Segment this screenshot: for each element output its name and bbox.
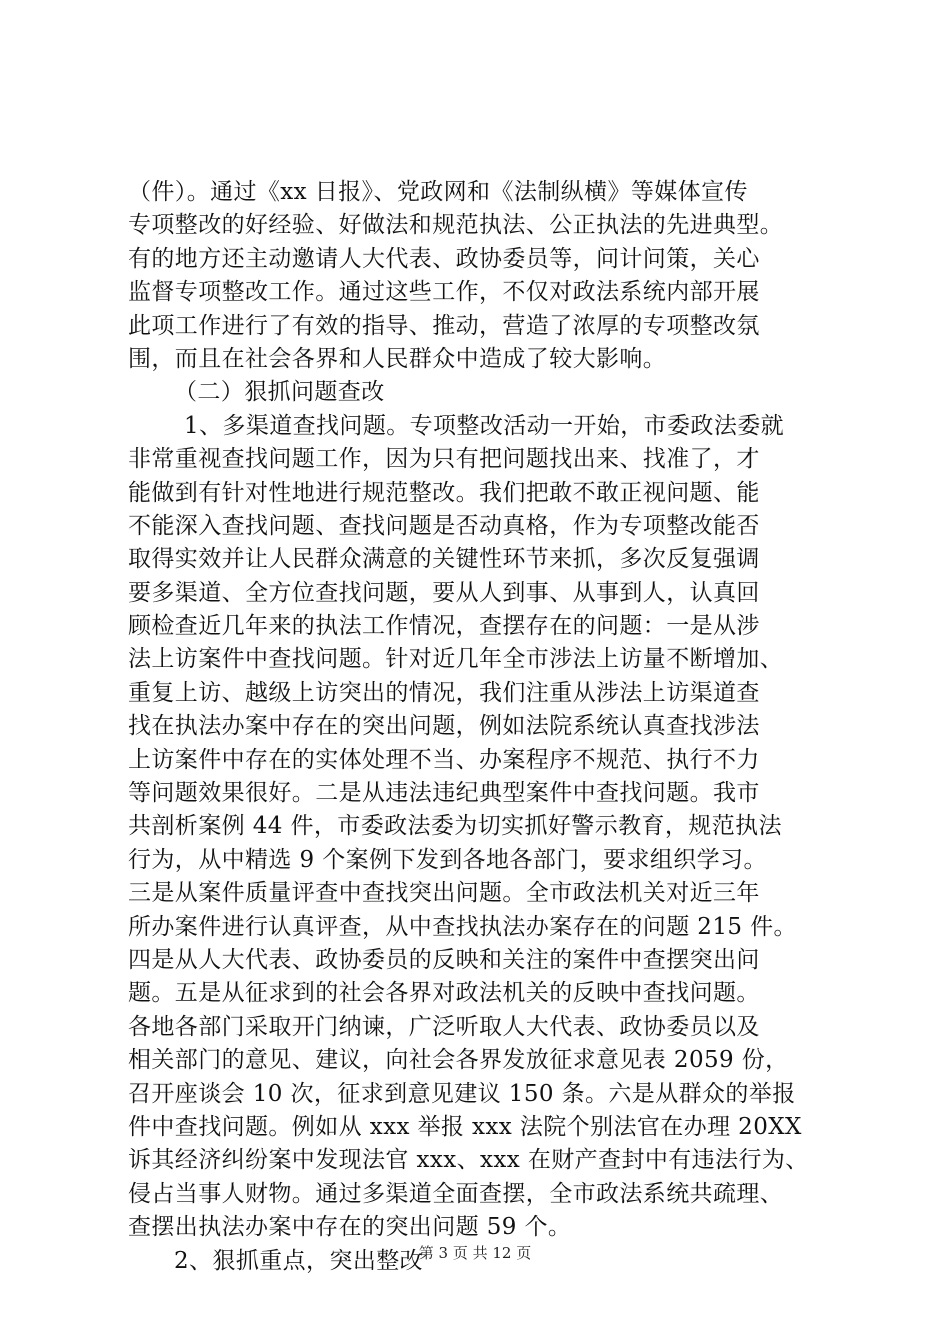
text-line: （件）。通过《xx 日报》、党政网和《法制纵横》等媒体宣传	[128, 179, 748, 205]
text-line: 此项工作进行了有效的指导、推动，营造了浓厚的专项整改氛	[128, 312, 760, 339]
text-line: 上访案件中存在的实体处理不当、办案程序不规范、执行不力	[128, 746, 760, 773]
text-line: 件中查找问题。例如从 xxx 举报 xxx 法院个别法官在办理 20XX	[128, 1113, 802, 1140]
text-line: 等问题效果很好。二是从违法违纪典型案件中查找问题。我市	[128, 780, 760, 807]
text-line: 能做到有针对性地进行规范整改。我们把敢不敢正视问题、能	[128, 479, 760, 506]
text-line: 法上访案件中查找问题。针对近几年全市涉法上访量不断增加、	[128, 646, 784, 673]
text-line: 取得实效并让人民群众满意的关键性环节来抓，多次反复强调	[128, 546, 760, 573]
text-line: 侵占当事人财物。通过多渠道全面查摆，全市政法系统共疏理、	[128, 1180, 784, 1207]
text-line: 四是从人大代表、政协委员的反映和关注的案件中查摆突出问	[128, 946, 760, 973]
text-line: 题。五是从征求到的社会各界对政法机关的反映中查找问题。	[128, 980, 760, 1007]
text-line: 不能深入查找问题、查找问题是否动真格，作为专项整改能否	[128, 512, 760, 539]
text-line: 顾检查近几年来的执法工作情况，查摆存在的问题：一是从涉	[128, 613, 760, 640]
section-heading: （二）狠抓问题查改	[174, 379, 385, 406]
paragraph-start: 1、多渠道查找问题。专项整改活动一开始，市委政法委就	[184, 412, 785, 439]
text-line: 非常重视查找问题工作，因为只有把问题找出来、找准了，才	[128, 446, 760, 473]
text-line: 共剖析案例 44 件，市委政法委为切实抓好警示教育，规范执法	[128, 813, 782, 840]
text-line: 行为，从中精选 9 个案例下发到各地各部门，要求组织学习。	[128, 846, 767, 873]
text-line: 监督专项整改工作。通过这些工作，不仅对政法系统内部开展	[128, 279, 760, 306]
body-text	[128, 176, 868, 1278]
subsection-heading: 2、狠抓重点，突出整改	[174, 1247, 424, 1274]
text-line: 找在执法办案中存在的突出问题，例如法院系统认真查找涉法	[128, 713, 760, 740]
text-line: 各地各部门采取开门纳谏，广泛听取人大代表、政协委员以及	[128, 1013, 760, 1040]
text-line: 召开座谈会 10 次，征求到意见建议 150 条。六是从群众的举报	[128, 1080, 796, 1107]
text-line: 重复上访、越级上访突出的情况，我们注重从涉法上访渠道查	[128, 679, 760, 706]
text-line: 要多渠道、全方位查找问题，要从人到事、从事到人，认真回	[128, 579, 760, 606]
text-line: 围，而且在社会各界和人民群众中造成了较大影响。	[128, 345, 667, 372]
text-line: 所办案件进行认真评查，从中查找执法办案存在的问题 215 件。	[128, 913, 797, 940]
text-line: 三是从案件质量评查中查找突出问题。全市政法机关对近三年	[128, 880, 760, 907]
text-line: 专项整改的好经验、好做法和规范执法、公正执法的先进典型。	[128, 212, 784, 239]
text-line: 有的地方还主动邀请人大代表、政协委员等，问计问策，关心	[128, 245, 760, 272]
text-line: 查摆出执法办案中存在的突出问题 59 个。	[128, 1214, 572, 1241]
text-line: 相关部门的意见、建议，向社会各界发放征求意见表 2059 份，	[128, 1047, 789, 1074]
text-line: 诉其经济纠纷案中发现法官 xxx、xxx 在财产查封中有违法行为、	[128, 1147, 809, 1174]
page-footer: 第 3 页 共 12 页	[418, 1244, 532, 1262]
